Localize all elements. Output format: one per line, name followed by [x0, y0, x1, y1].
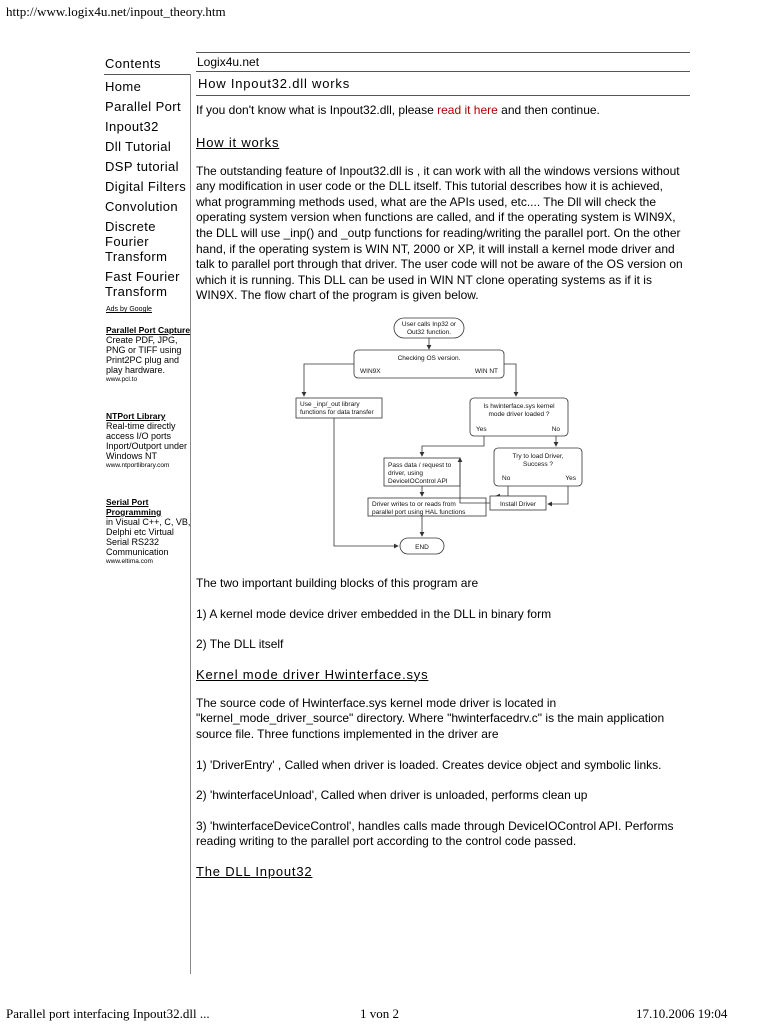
flow-loaded-label-2: mode driver loaded ?	[488, 410, 550, 418]
footer-page-number: 1 von 2	[360, 1006, 399, 1021]
ad-title[interactable]: NTPort Library	[106, 411, 166, 421]
ad-url[interactable]: www.ntportlibrary.com	[106, 462, 170, 469]
flow-pass-label-2: driver, using	[388, 469, 424, 477]
flow-yes2-label: Yes	[565, 474, 576, 482]
flow-use-inp-label: Use _inp/_out library	[300, 400, 360, 408]
intro-paragraph	[196, 103, 690, 119]
flow-winnt-label: WIN NT	[474, 367, 498, 375]
flow-writes-label-2: parallel port using HAL functions	[372, 508, 466, 516]
page-title: How Inpout32.dll works	[196, 71, 690, 96]
flow-try-label: Try to load Driver,	[512, 452, 564, 460]
how-it-works-paragraph: The outstanding feature of Inpout32.dll is , it can work with all the windows versions without any modification in user code or the DLL itself. This tutorial describes how it is achieved, what programming methods used, what are the APIs used, etc.... The Dll will check the operating system version when functions are called, and if the operating system is WIN9X, the DLL will use _inp() and _outp functions for reading/writing the parallel port. On the other hand, if the operating system is WIN NT, 2000 or XP, it will install a kernel mode driver and talk to parallel port through that driver. The user code will not be aware of the OS version on which it is running. This DLL can be used in WIN NT clone operating systems as if it is WIN9X. The flow chart of the program is given below.	[196, 163, 683, 303]
main-content	[196, 52, 690, 879]
intro-text: If you don't know what is Inpout32.dll, please	[196, 103, 438, 117]
nav-item-digital-filters[interactable]: Digital Filters	[105, 179, 187, 194]
site-name: Logix4u.net	[196, 52, 690, 71]
heading-dll-inpout32: The DLL Inpout32	[196, 863, 313, 879]
ad-url[interactable]: www.pcl.to	[106, 376, 138, 383]
nav-item-fft[interactable]: Fast Fourier Transform	[105, 269, 180, 299]
flow-yes-label: Yes	[476, 425, 487, 433]
flow-chart	[294, 314, 604, 562]
ads-by-google-link[interactable]: Ads by Google	[106, 306, 152, 313]
flow-chart-svg	[294, 314, 604, 562]
building-block-2: 2) The DLL itself	[196, 637, 284, 652]
building-blocks-paragraph: The two important building blocks of this program are	[196, 575, 479, 590]
ad-body: in Visual C++, C, VB, Delphi etc Virtual Serial RS232 Communication	[106, 517, 191, 557]
flow-install-label: Install Driver	[499, 500, 537, 508]
flow-start-label-2: Out32 function.	[406, 328, 452, 336]
flow-loaded-label: Is hwinterface.sys kernel	[483, 402, 555, 410]
flow-check-label: Checking OS version.	[397, 354, 461, 362]
contents-nav	[104, 52, 190, 567]
flow-pass-label: Pass data / request to	[388, 461, 452, 469]
footer-page-title: Parallel port interfacing Inpout32.dll ...	[6, 1006, 210, 1021]
function-devicecontrol: 3) 'hwinterfaceDeviceControl', handles calls made through DeviceIOControl API. Performs reading writing to the parallel port according to the control code passed.	[196, 818, 674, 849]
flow-pass-label-3: DeviceIOControl API	[388, 477, 448, 485]
nav-item-dsp-tutorial[interactable]: DSP tutorial	[105, 159, 179, 174]
nav-divider	[190, 74, 191, 974]
flow-writes-label: Driver writes to or reads from	[372, 500, 456, 508]
flow-no-label: No	[551, 425, 560, 433]
ad-url[interactable]: www.eltima.com	[106, 558, 153, 565]
function-unload: 2) 'hwinterfaceUnload', Called when driver is unloaded, performs clean up	[196, 788, 588, 803]
flow-try-label-2: Success ?	[523, 460, 553, 468]
nav-item-convolution[interactable]: Convolution	[105, 199, 179, 214]
nav-item-dft[interactable]: Discrete Fourier Transform	[105, 219, 168, 264]
function-driverentry: 1) 'DriverEntry' , Called when driver is loaded. Creates device object and symbolic links.	[196, 757, 662, 772]
contents-heading: Contents	[104, 52, 190, 75]
nav-item-home[interactable]: Home	[105, 79, 142, 94]
nav-item-parallel-port[interactable]: Parallel Port	[105, 99, 182, 114]
read-it-here-link[interactable]: read it here	[437, 103, 498, 117]
footer-timestamp: 17.10.2006 19:04	[636, 1006, 728, 1021]
ad-body: Create PDF, JPG, PNG or TIFF using Print2PC plug and play hardware.	[106, 335, 182, 375]
flow-use-inp-label-2: functions for data transfer	[300, 408, 374, 416]
ad-title[interactable]: Serial Port Programming	[106, 497, 162, 517]
ad-ntport-library	[106, 411, 192, 471]
flow-start-label: User calls Inp32 or	[401, 320, 457, 328]
source-code-paragraph: The source code of Hwinterface.sys kernel mode driver is located in "kernel_mode_driver_source" directory. Where "hwinterfacedrv.c" is the main application source file. Three functions implemented in the driver are	[196, 695, 665, 741]
heading-how-it-works: How it works	[196, 134, 280, 150]
building-block-1: 1) A kernel mode device driver embedded in the DLL in binary form	[196, 606, 552, 621]
page-url: http://www.logix4u.net/inpout_theory.htm	[6, 4, 226, 19]
ad-serial-port-programming	[106, 497, 192, 567]
flow-win9x-label: WIN9X	[360, 367, 381, 375]
intro-text-end: and then continue.	[497, 103, 600, 117]
nav-item-inpout32[interactable]: Inpout32	[105, 119, 159, 134]
ad-parallel-port-capture	[106, 325, 192, 385]
heading-kernel-driver: Kernel mode driver Hwinterface.sys	[196, 666, 429, 682]
flow-end-label: END	[415, 543, 429, 551]
flow-no2-label: No	[502, 474, 511, 482]
ad-body: Real-time directly access I/O ports Inport/Outport under Windows NT	[106, 421, 188, 461]
nav-item-dll-tutorial[interactable]: Dll Tutorial	[105, 139, 172, 154]
ad-title[interactable]: Parallel Port Capture	[106, 325, 191, 335]
